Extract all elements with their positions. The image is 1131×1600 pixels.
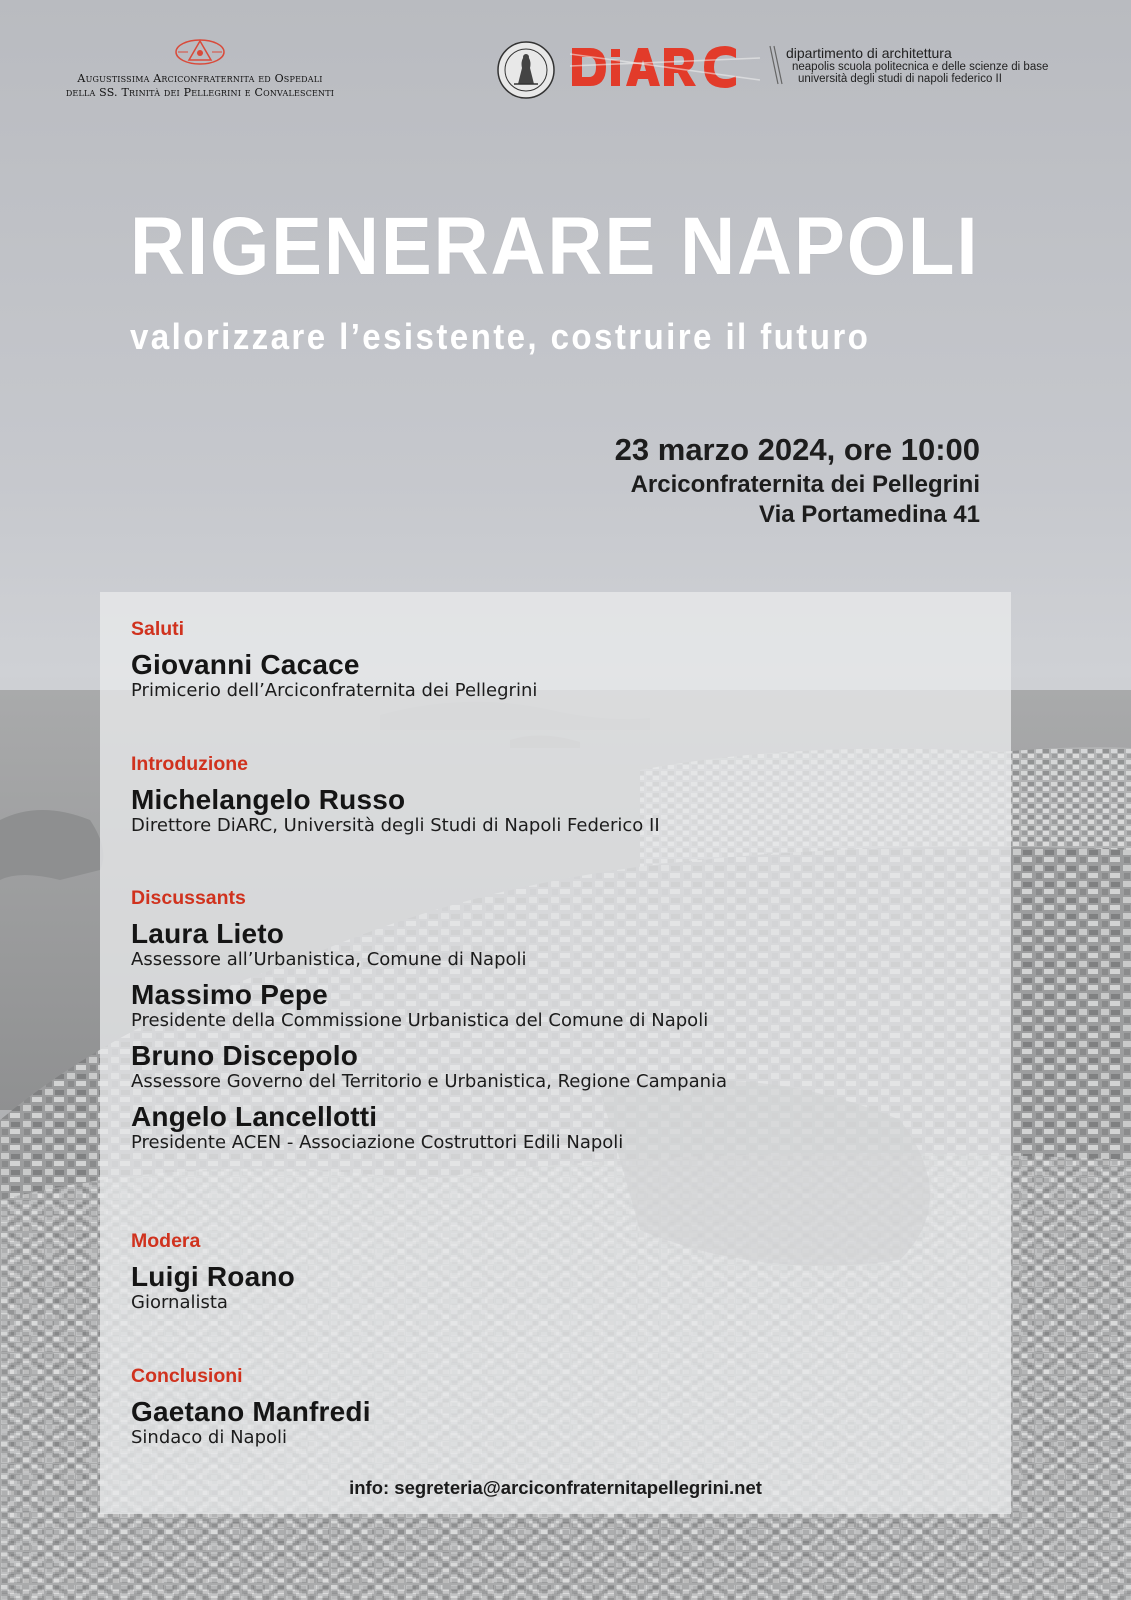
speaker-role: Assessore all’Urbanistica, Comune di Napoli (131, 949, 527, 970)
speaker-name: Luigi Roano (131, 1261, 295, 1292)
dept-line-1: dipartimento di architettura (786, 45, 952, 61)
arciconfraternita-logo (40, 36, 360, 100)
event-venue: Arciconfraternita dei Pellegrini (630, 471, 980, 498)
org-line-2: della SS. Trinità dei Pellegrini e Convalescenti (65, 86, 335, 99)
dept-line-2: neapolis scuola politecnica e delle scienze di base (792, 61, 1049, 73)
program-section-discussants (131, 886, 727, 1160)
program-section-introduzione (131, 752, 660, 843)
speaker-name: Laura Lieto (131, 918, 285, 949)
speaker-role: Presidente ACEN - Associazione Costruttori Edili Napoli (131, 1132, 624, 1153)
info-contact[interactable]: info: segreteria@arciconfraternitapellegrini.net (349, 1477, 762, 1498)
section-label: Conclusioni (131, 1365, 243, 1387)
speaker-name: Michelangelo Russo (131, 784, 406, 815)
event-details (615, 430, 980, 530)
diarc-separator (768, 44, 784, 86)
event-date: 23 marzo 2024, ore 10:00 (614, 432, 980, 467)
event-subtitle: valorizzare l’esistente, costruire il futuro (130, 316, 871, 357)
speaker-name: Bruno Discepolo (131, 1040, 359, 1071)
section-label: Discussants (131, 887, 246, 909)
speaker (131, 1396, 371, 1449)
section-label: Introduzione (131, 753, 248, 775)
program-section-saluti (131, 617, 537, 708)
speaker-role: Direttore DiARC, Università degli Studi di Napoli Federico II (131, 815, 660, 836)
speaker-role: Presidente della Commissione Urbanistica del Comune di Napoli (131, 1010, 709, 1031)
department-text (786, 46, 1048, 85)
speaker-name: Giovanni Cacace (131, 649, 360, 680)
speaker (131, 979, 727, 1032)
speaker-name: Massimo Pepe (131, 979, 328, 1010)
speaker (131, 784, 660, 837)
speaker-name: Gaetano Manfredi (131, 1396, 371, 1427)
org-line-1: Augustissima Arciconfraternita ed Ospedali (77, 72, 323, 85)
speaker-role: Assessore Governo del Territorio e Urbanistica, Regione Campania (131, 1071, 728, 1092)
section-label: Saluti (131, 618, 185, 640)
program-section-modera (131, 1229, 295, 1320)
section-label: Modera (131, 1230, 201, 1252)
speaker (131, 1261, 295, 1314)
speaker-name: Angelo Lancellotti (131, 1101, 378, 1132)
speaker (131, 1101, 727, 1154)
diarc-logo-icon (570, 44, 760, 90)
speaker-role: Giornalista (131, 1292, 228, 1313)
event-address: Via Portamedina 41 (759, 501, 980, 528)
speaker-role: Primicerio dell’Arciconfraternita dei Pellegrini (131, 680, 538, 701)
speaker (131, 918, 727, 971)
university-seal-icon (496, 40, 556, 100)
program-section-conclusioni (131, 1364, 371, 1455)
speaker-role: Sindaco di Napoli (131, 1427, 288, 1448)
speaker (131, 1040, 727, 1093)
trinity-emblem-icon (173, 36, 227, 68)
event-title: RIGENERARE NAPOLI (130, 201, 980, 292)
speaker (131, 649, 537, 702)
dept-line-3: università degli studi di napoli federico II (798, 73, 1002, 85)
